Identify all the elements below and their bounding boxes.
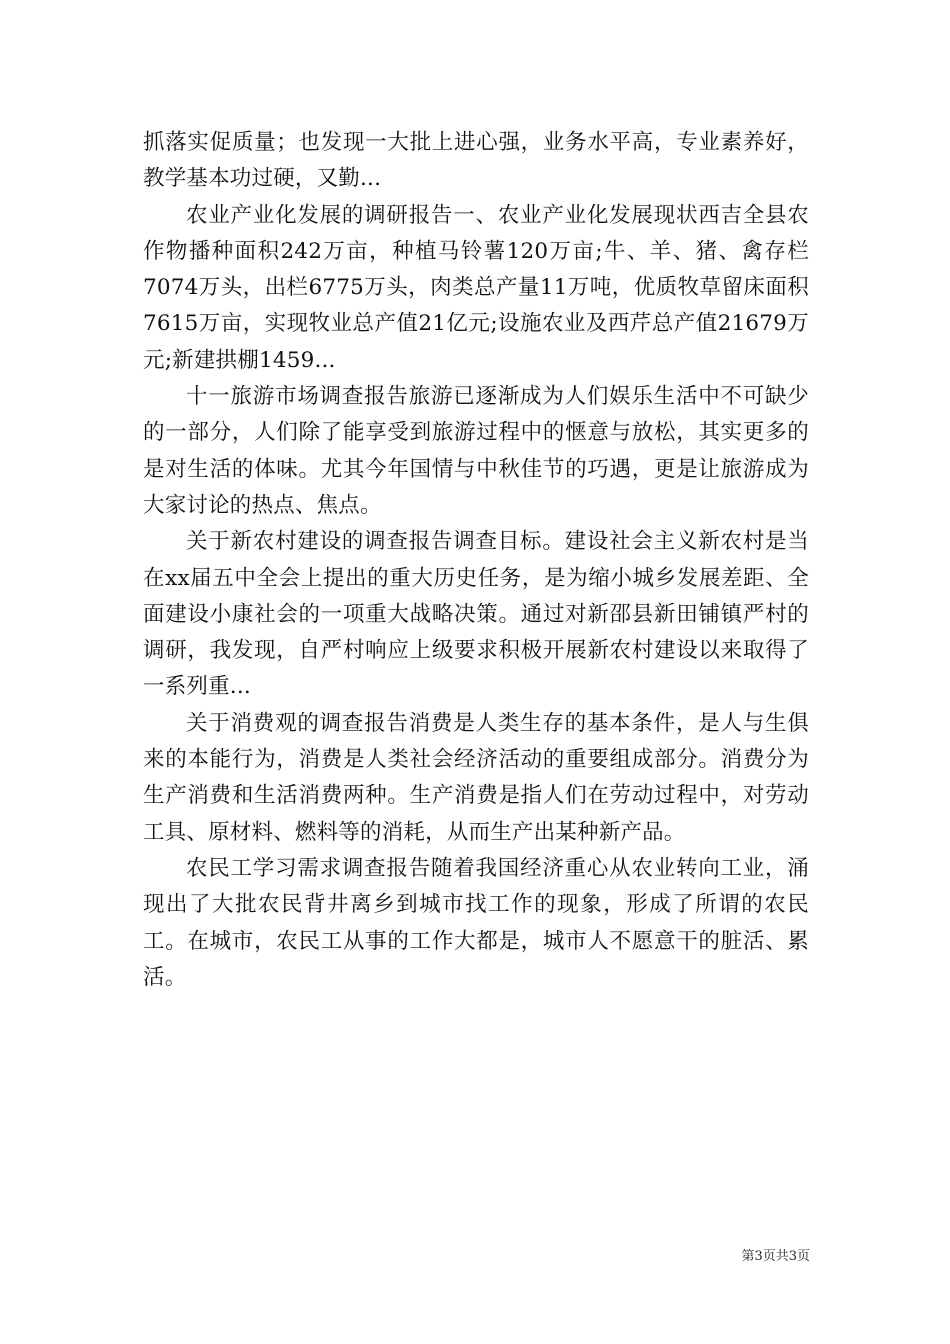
paragraph-continuation: 抓落实促质量；也发现一大批上进心强，业务水平高，专业素养好，教学基本功过硬，又勤...: [143, 130, 809, 192]
paragraph-new-countryside-report: 关于新农村建设的调查报告调查目标。建设社会主义新农村是当在xx届五中全会上提出的重大历史任务，是为缩小城乡发展差距、全面建设小康社会的一项重大战略决策。通过对新邵县新田铺镇严村的调研，我发现，自严村响应上级要求积极开展新农村建设以来取得了一系列重...: [143, 529, 809, 700]
document-body: [143, 125, 809, 996]
paragraph-consumption-report: 关于消费观的调查报告消费是人类生存的基本条件，是人与生俱来的本能行为，消费是人类社会经济活动的重要组成部分。消费分为生产消费和生活消费两种。生产消费是指人们在劳动过程中，对劳动工具、原材料、燃料等的消耗，从而生产出某种新产品。: [143, 710, 809, 845]
paragraph-agriculture-report: 农业产业化发展的调研报告一、农业产业化发展现状西吉全县农作物播种面积242万亩，种植马铃薯120万亩;牛、羊、猪、禽存栏7074万头，出栏6775万头，肉类总产量11万吨，优质牧草留床面积7615万亩，实现牧业总产值21亿元;设施农业及西芹总产值21679万元;新建拱棚1459...: [143, 202, 809, 373]
page-number: 第3页共3页: [741, 1249, 810, 1264]
paragraph-tourism-report: 十一旅游市场调查报告旅游已逐渐成为人们娱乐生活中不可缺少的一部分，人们除了能享受到旅游过程中的惬意与放松，其实更多的是对生活的体味。尤其今年国情与中秋佳节的巧遇，更是让旅游成为大家讨论的热点、焦点。: [143, 384, 809, 518]
paragraph-migrant-workers-report: 农民工学习需求调查报告随着我国经济重心从农业转向工业，涌现出了大批农民背井离乡到城市找工作的现象，形成了所谓的农民工。在城市，农民工从事的工作大都是，城市人不愿意干的脏活、累活。: [143, 855, 809, 990]
